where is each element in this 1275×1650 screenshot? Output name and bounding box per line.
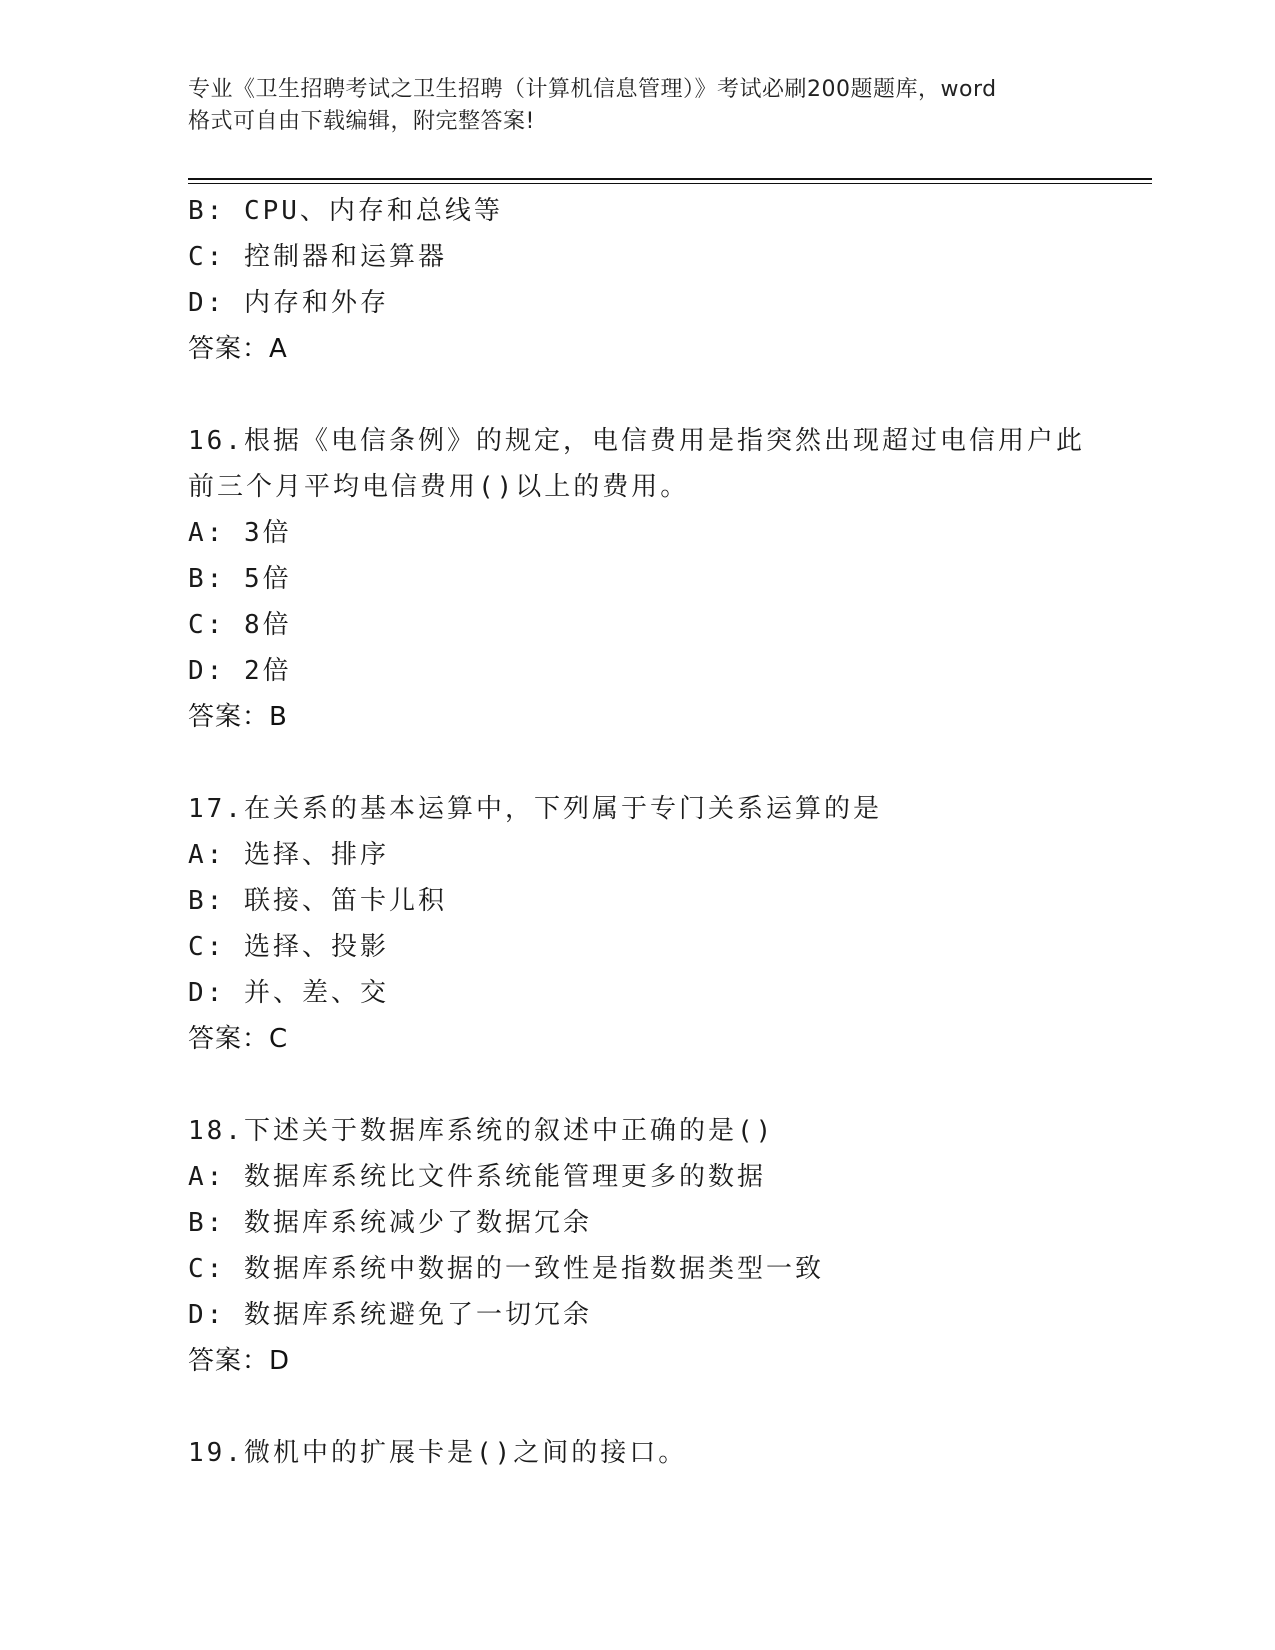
option-b: B: CPU、内存和总线等	[188, 196, 503, 226]
question-17	[188, 786, 1088, 1062]
option-c: C: 8倍	[188, 610, 292, 640]
option-a: A: 3倍	[188, 518, 292, 548]
question-19	[188, 1430, 1088, 1476]
option-b: B: 数据库系统减少了数据冗余	[188, 1208, 592, 1238]
option-b: B: 联接、笛卡儿积	[188, 886, 447, 916]
header-line-2: 格式可自由下载编辑，附完整答案!	[188, 109, 535, 134]
option-d: D: 并、差、交	[188, 978, 389, 1008]
option-d: D: 内存和外存	[188, 288, 389, 318]
document-header	[188, 74, 1088, 138]
spacer	[188, 1062, 1088, 1108]
question-stem: 17.在关系的基本运算中，下列属于专门关系运算的是	[188, 794, 882, 824]
answer-label: 答案：C	[188, 1024, 289, 1054]
question-stem: 16.根据《电信条例》的规定，电信费用是指突然出现超过电信用户此	[188, 426, 1085, 456]
question-stem: 18.下述关于数据库系统的叙述中正确的是()	[188, 1116, 775, 1146]
question-content	[188, 188, 1088, 1476]
option-a: A: 数据库系统比文件系统能管理更多的数据	[188, 1162, 766, 1192]
option-c: C: 选择、投影	[188, 932, 389, 962]
header-divider-thick	[188, 178, 1152, 180]
header-divider-thin	[188, 183, 1152, 184]
option-d: D: 2倍	[188, 656, 292, 686]
option-c: C: 数据库系统中数据的一致性是指数据类型一致	[188, 1254, 824, 1284]
option-b: B: 5倍	[188, 564, 292, 594]
question-18	[188, 1108, 1088, 1384]
spacer	[188, 1384, 1088, 1430]
question-15	[188, 188, 1088, 372]
question-16	[188, 418, 1088, 740]
spacer	[188, 740, 1088, 786]
answer-label: 答案：A	[188, 334, 288, 364]
answer-label: 答案：D	[188, 1346, 291, 1376]
answer-label: 答案：B	[188, 702, 288, 732]
spacer	[188, 372, 1088, 418]
header-line-1: 专业《卫生招聘考试之卫生招聘（计算机信息管理）》考试必刷200题题库，word	[188, 77, 997, 102]
question-stem: 19.微机中的扩展卡是()之间的接口。	[188, 1438, 688, 1468]
option-d: D: 数据库系统避免了一切冗余	[188, 1300, 592, 1330]
option-a: A: 选择、排序	[188, 840, 389, 870]
option-c: C: 控制器和运算器	[188, 242, 447, 272]
question-stem-continued: 前三个月平均电信费用()以上的费用。	[188, 472, 690, 502]
